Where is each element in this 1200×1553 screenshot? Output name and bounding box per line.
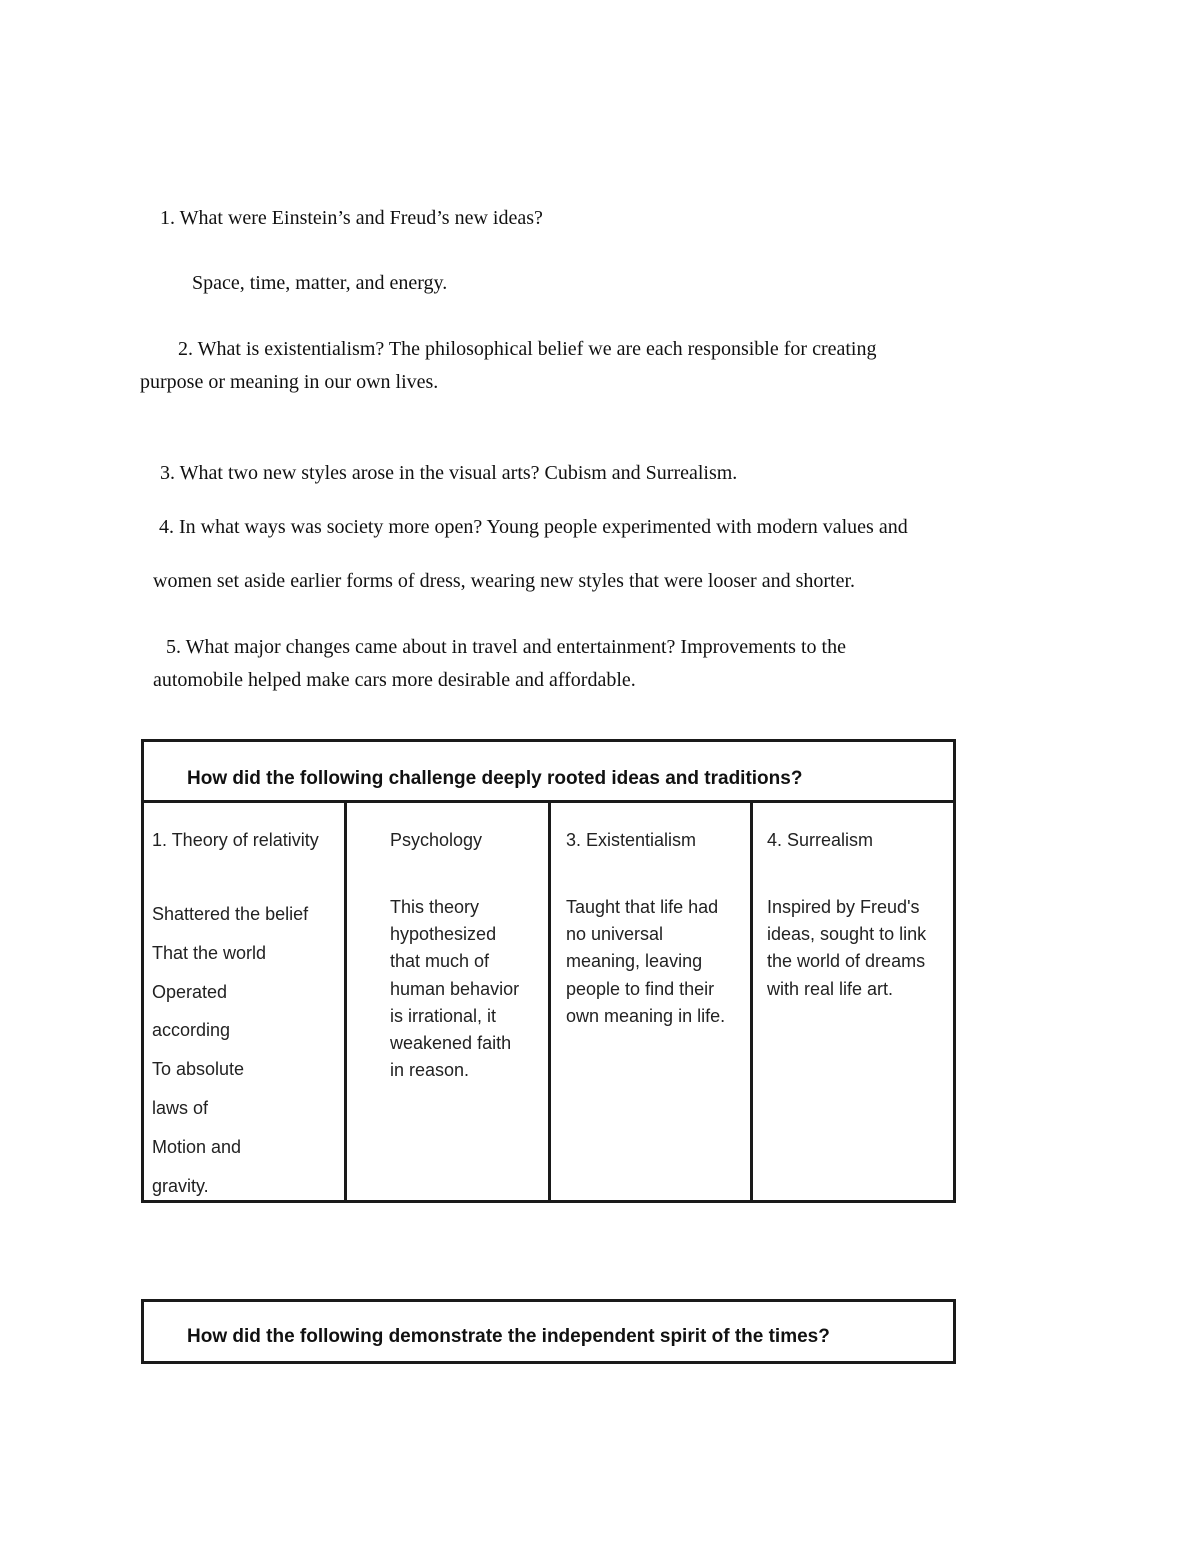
question-1: 1. What were Einstein’s and Freud’s new ideas? [160, 207, 543, 229]
cell-line: weakened faith [390, 1033, 512, 1054]
cell-line: that much of [390, 951, 490, 972]
cell-text [152, 895, 319, 1205]
cell-line: ideas, sought to link [767, 924, 927, 945]
cell-text [390, 894, 519, 1084]
cell-line: own meaning in life. [566, 1005, 726, 1026]
cell-line: This theory [390, 897, 480, 917]
cell-line: with real life art. [767, 978, 894, 999]
table-cell-theory-of-relativity [152, 828, 319, 1205]
column-divider-1 [344, 800, 347, 1200]
cell-line: Motion and [152, 1136, 242, 1157]
cell-line: according [152, 1020, 231, 1041]
table-cell-existentialism [566, 828, 725, 1030]
cell-line: Operated [152, 981, 228, 1002]
column-divider-2 [548, 800, 551, 1200]
cell-line: Inspired by Freud's [767, 897, 920, 917]
column-divider-3 [750, 800, 753, 1200]
table-cell-surrealism [767, 828, 926, 1003]
column-title: 4. Surrealism [767, 830, 874, 850]
cell-line: people to find their [566, 978, 715, 999]
column-title: Psychology [390, 830, 483, 850]
cell-text [767, 894, 926, 1003]
cell-line: Shattered the belief [152, 904, 309, 924]
question-5-line-1: 5. What major changes came about in travel and entertainment? Improvements to the [166, 636, 846, 658]
column-title: 3. Existentialism [566, 830, 697, 850]
cell-line: in reason. [390, 1060, 470, 1081]
cell-line: meaning, leaving [566, 951, 703, 972]
ideas-traditions-table [141, 739, 956, 1203]
independent-spirit-table [141, 1299, 956, 1364]
cell-line: no universal [566, 924, 664, 945]
question-4-line-2: women set aside earlier forms of dress, wearing new styles that were looser and shorter. [153, 570, 856, 592]
answer-1: Space, time, matter, and energy. [192, 272, 448, 294]
question-2-line-1: 2. What is existentialism? The philosophical belief we are each responsible for creating [178, 338, 877, 360]
independent-spirit-heading: How did the following demonstrate the independent spirit of the times? [187, 1326, 830, 1347]
cell-line: human behavior [390, 978, 520, 999]
cell-line: gravity. [152, 1175, 209, 1196]
cell-line: Taught that life had [566, 897, 719, 917]
cell-text [566, 894, 725, 1030]
table-cell-psychology [390, 828, 519, 1084]
column-title: 1. Theory of relativity [152, 830, 319, 850]
question-5-line-2: automobile helped make cars more desirable and affordable. [153, 669, 636, 691]
question-2-line-2: purpose or meaning in our own lives. [140, 371, 439, 393]
cell-line: That the world [152, 942, 267, 963]
cell-line: the world of dreams [767, 951, 926, 972]
ideas-traditions-heading: How did the following challenge deeply rooted ideas and traditions? [187, 768, 803, 789]
cell-line: hypothesized [390, 924, 497, 945]
cell-line: is irrational, it [390, 1005, 497, 1026]
question-4-line-1: 4. In what ways was society more open? Young people experimented with modern values and [159, 516, 908, 538]
cell-line: laws of [152, 1097, 209, 1118]
cell-line: To absolute [152, 1059, 245, 1080]
question-3: 3. What two new styles arose in the visual arts? Cubism and Surrealism. [160, 462, 738, 484]
